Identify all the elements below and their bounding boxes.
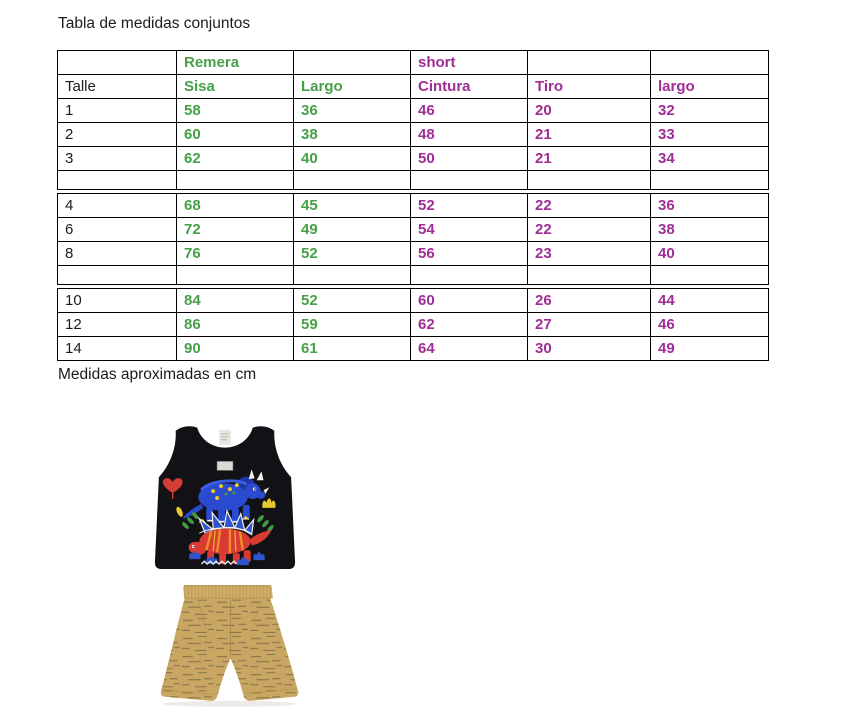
table-row [58,123,769,147]
table-cell: 1 [58,99,177,123]
table-cell: 34 [651,147,769,171]
table-cell: 52 [294,242,411,266]
table-cell: 30 [528,337,651,361]
table-cell: 58 [177,99,294,123]
table-cell: 38 [651,218,769,242]
table-cell: 8 [58,242,177,266]
chest-tag [217,461,233,470]
table-cell: 14 [58,337,177,361]
size-table-section-top [57,50,769,190]
table-row [58,218,769,242]
table-cell [58,171,177,190]
table-row [58,75,769,99]
table-cell [294,51,411,75]
page-title: Tabla de medidas conjuntos [58,15,251,32]
table-cell: 36 [294,99,411,123]
table-row [58,171,769,190]
table-row [58,337,769,361]
table-cell: 26 [528,289,651,313]
table-cell [177,266,294,285]
table-cell [651,171,769,190]
table-cell: 46 [651,313,769,337]
table-cell [411,171,528,190]
table-cell: 59 [294,313,411,337]
table-cell: 76 [177,242,294,266]
table-cell [58,51,177,75]
table-cell: 52 [411,194,528,218]
table-cell: 49 [294,218,411,242]
table-row [58,51,769,75]
table-row [58,289,769,313]
table-cell [528,51,651,75]
table-cell: 40 [294,147,411,171]
table-cell: 50 [411,147,528,171]
table-cell: 22 [528,218,651,242]
table-cell: 20 [528,99,651,123]
table-cell: Sisa [177,75,294,99]
content-column [57,15,769,384]
table-cell: 40 [651,242,769,266]
table-cell: Largo [294,75,411,99]
neck-label [219,430,231,445]
table-cell: 36 [651,194,769,218]
table-cell [294,171,411,190]
table-row [58,266,769,285]
table-row [58,242,769,266]
size-table [57,50,769,361]
table-cell: 3 [58,147,177,171]
shorts-graphic [146,580,305,708]
table-cell: 45 [294,194,411,218]
table-cell: 61 [294,337,411,361]
table-cell: 60 [177,123,294,147]
table-cell [528,171,651,190]
table-cell: 48 [411,123,528,147]
table-cell [651,266,769,285]
product-photo [146,421,321,708]
size-table-section-middle [57,193,769,285]
table-cell: Tiro [528,75,651,99]
table-cell: 49 [651,337,769,361]
table-cell: 62 [411,313,528,337]
table-cell: Cintura [411,75,528,99]
table-cell: Talle [58,75,177,99]
table-cell: 4 [58,194,177,218]
table-cell [651,51,769,75]
table-cell: 32 [651,99,769,123]
table-cell: 60 [411,289,528,313]
table-cell: 21 [528,147,651,171]
table-cell: short [411,51,528,75]
table-row [58,147,769,171]
table-cell: 6 [58,218,177,242]
table-cell: 23 [528,242,651,266]
table-row [58,313,769,337]
table-cell: 12 [58,313,177,337]
table-cell: 90 [177,337,294,361]
table-cell: 72 [177,218,294,242]
table-cell: 86 [177,313,294,337]
table-cell: 52 [294,289,411,313]
tank-top-graphic [146,421,304,571]
table-cell: 46 [411,99,528,123]
table-cell [294,266,411,285]
table-cell: 84 [177,289,294,313]
table-cell: 2 [58,123,177,147]
table-cell: 62 [177,147,294,171]
units-note: Medidas aproximadas en cm [58,366,257,383]
table-cell: 44 [651,289,769,313]
size-table-section-bottom [57,288,769,361]
table-cell [58,266,177,285]
table-cell [411,266,528,285]
table-cell: 33 [651,123,769,147]
table-cell: 27 [528,313,651,337]
table-cell: 21 [528,123,651,147]
table-cell: largo [651,75,769,99]
table-cell: 56 [411,242,528,266]
table-cell: 38 [294,123,411,147]
table-cell: Remera [177,51,294,75]
table-cell [528,266,651,285]
table-cell: 22 [528,194,651,218]
shorts-shadow [163,701,296,707]
table-cell [177,171,294,190]
table-cell: 64 [411,337,528,361]
table-row [58,99,769,123]
table-cell: 10 [58,289,177,313]
table-row [58,194,769,218]
waistband [183,585,273,598]
table-cell: 68 [177,194,294,218]
table-cell: 54 [411,218,528,242]
